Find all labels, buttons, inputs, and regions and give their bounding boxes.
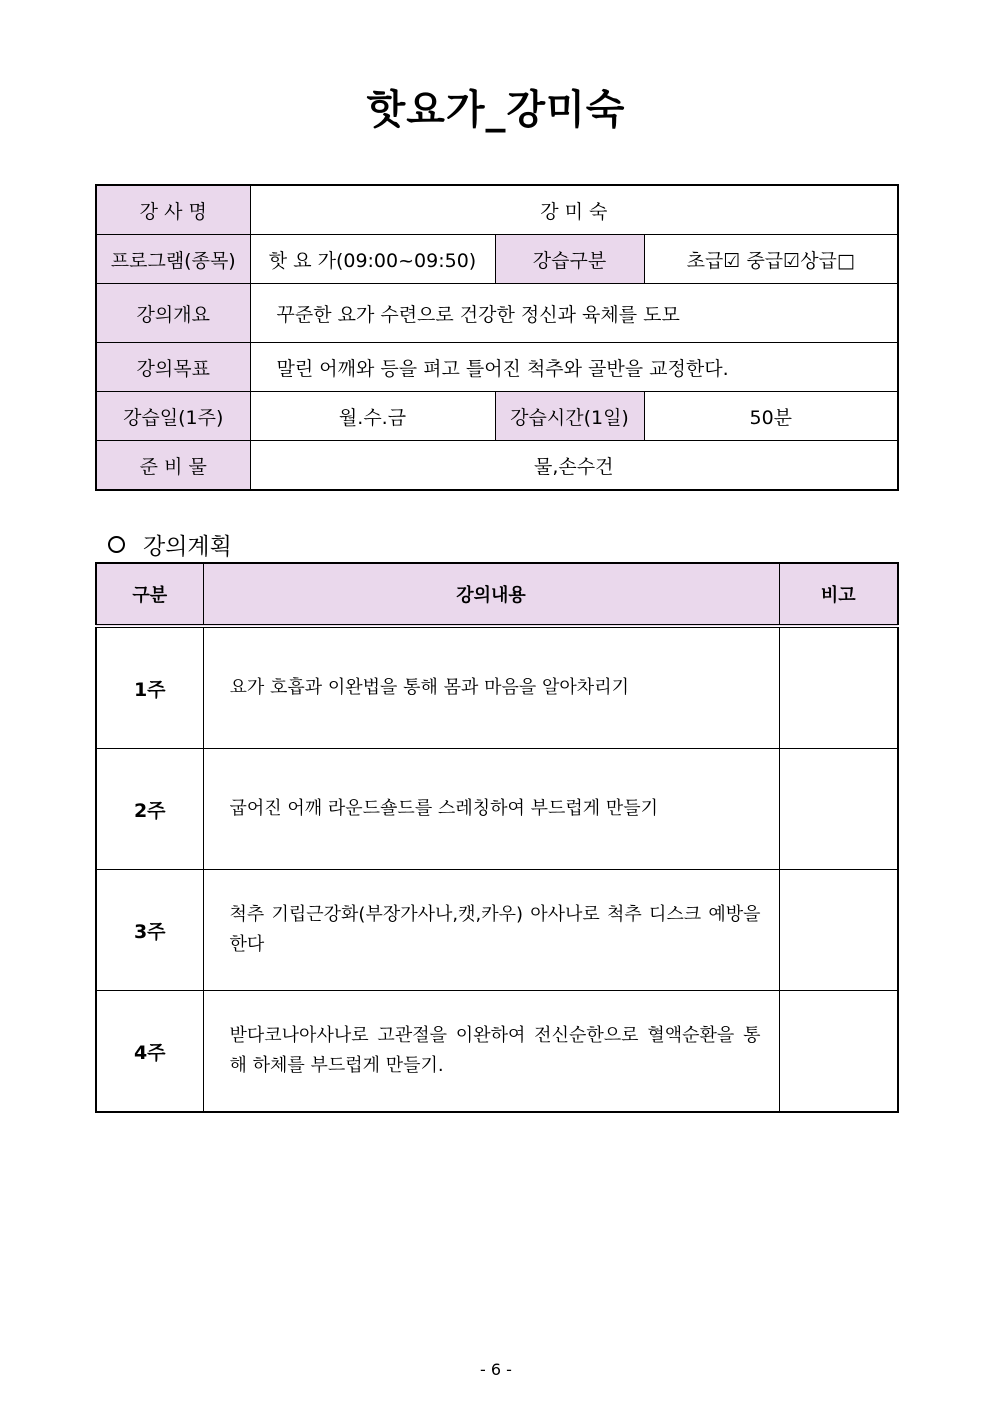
header-content: 강의내용 bbox=[203, 563, 779, 626]
table-row bbox=[96, 626, 898, 749]
overview-label: 강의개요 bbox=[96, 284, 250, 343]
instructor-row bbox=[96, 185, 898, 235]
week-cell: 4주 bbox=[96, 991, 203, 1113]
supplies-value: 물,손수건 bbox=[250, 441, 898, 491]
week-cell: 1주 bbox=[96, 626, 203, 749]
supplies-label: 준 비 물 bbox=[96, 441, 250, 491]
course-info-table bbox=[95, 184, 899, 491]
table-row bbox=[96, 991, 898, 1113]
program-label: 프로그램(종목) bbox=[96, 235, 250, 284]
time-value: 50분 bbox=[644, 392, 898, 441]
supplies-row bbox=[96, 441, 898, 491]
document-title: 핫요가_강미숙 bbox=[366, 87, 626, 133]
days-value: 월.수.금 bbox=[250, 392, 495, 441]
level-label: 강습구분 bbox=[495, 235, 644, 284]
overview-row bbox=[96, 284, 898, 343]
page-number: - 6 - bbox=[480, 1360, 512, 1379]
instructor-value: 강 미 숙 bbox=[250, 185, 898, 235]
header-note: 비고 bbox=[779, 563, 898, 626]
content-cell: 요가 호흡과 이완법을 통해 몸과 마음을 알아차리기 bbox=[203, 626, 779, 749]
header-week: 구분 bbox=[96, 563, 203, 626]
content-cell: 받다코나아사나로 고관절을 이완하여 전신순한으로 혈액순환을 통해 하체를 부드럽게 만들기. bbox=[203, 991, 779, 1113]
time-label: 강습시간(1일) bbox=[495, 392, 644, 441]
circle-bullet-icon bbox=[108, 536, 125, 553]
plan-header-row bbox=[96, 563, 898, 626]
note-cell bbox=[779, 749, 898, 870]
program-value: 핫 요 가(09:00~09:50) bbox=[250, 235, 495, 284]
table-row bbox=[96, 749, 898, 870]
goal-row bbox=[96, 343, 898, 392]
schedule-row bbox=[96, 392, 898, 441]
week-cell: 2주 bbox=[96, 749, 203, 870]
lecture-plan-table bbox=[95, 562, 899, 1113]
goal-label: 강의목표 bbox=[96, 343, 250, 392]
days-label: 강습일(1주) bbox=[96, 392, 250, 441]
goal-value: 말린 어깨와 등을 펴고 틀어진 척추와 골반을 교정한다. bbox=[250, 343, 898, 392]
content-cell: 굽어진 어깨 라운드숄드를 스레칭하여 부드럽게 만들기 bbox=[203, 749, 779, 870]
section-title: 강의계획 bbox=[143, 534, 232, 560]
table-row bbox=[96, 870, 898, 991]
note-cell bbox=[779, 991, 898, 1113]
program-row bbox=[96, 235, 898, 284]
content-cell: 척추 기립근강화(부장가사나,캣,카우) 아사나로 척추 디스크 예방을 한다 bbox=[203, 870, 779, 991]
level-value: 초급☑ 중급☑상급□ bbox=[644, 235, 898, 284]
note-cell bbox=[779, 626, 898, 749]
week-cell: 3주 bbox=[96, 870, 203, 991]
section-heading bbox=[108, 528, 232, 561]
instructor-label: 강 사 명 bbox=[96, 185, 250, 235]
overview-value: 꾸준한 요가 수련으로 건강한 정신과 육체를 도모 bbox=[250, 284, 898, 343]
note-cell bbox=[779, 870, 898, 991]
